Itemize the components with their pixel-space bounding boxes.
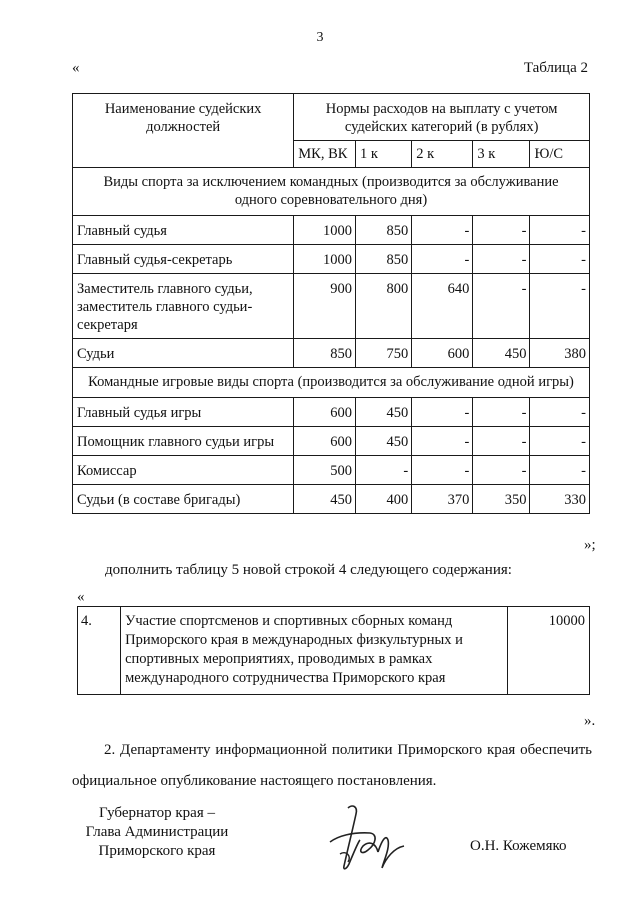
table-row xyxy=(73,456,590,485)
position-name: Главный судья игры xyxy=(73,398,294,427)
page-number: 3 xyxy=(316,30,324,45)
header-norms: Нормы расходов на выплату с учетом судейских категорий (в рублях) xyxy=(294,94,590,141)
rate-value: 450 xyxy=(473,339,530,368)
open-quote: « xyxy=(72,60,80,76)
rate-value: 750 xyxy=(355,339,411,368)
rate-value: 600 xyxy=(294,398,356,427)
rate-value: 900 xyxy=(294,274,356,339)
rate-value: 450 xyxy=(355,427,411,456)
rate-value: - xyxy=(412,245,473,274)
category-header: 3 к xyxy=(473,141,530,168)
rate-value: 370 xyxy=(412,485,473,514)
table-row xyxy=(73,485,590,514)
rate-value: - xyxy=(473,274,530,339)
rate-value: - xyxy=(473,216,530,245)
referee-rates-table xyxy=(72,93,590,514)
rate-value: - xyxy=(530,456,590,485)
table-caption: Таблица 2 xyxy=(523,60,588,76)
category-header: 2 к xyxy=(412,141,473,168)
table-row xyxy=(73,339,590,368)
close-quote: »; xyxy=(584,537,596,553)
rate-value: - xyxy=(412,398,473,427)
paragraph-add-row: дополнить таблицу 5 новой строкой 4 следующего содержания: xyxy=(105,562,512,578)
rate-value: - xyxy=(530,427,590,456)
table-row xyxy=(73,427,590,456)
category-header: Ю/С xyxy=(530,141,590,168)
rate-value: 400 xyxy=(355,485,411,514)
rate-value: - xyxy=(412,456,473,485)
header-position-name: Наименование судейских должностей xyxy=(73,94,294,168)
signatory-name: О.Н. Кожемяко xyxy=(470,838,567,854)
rate-value: - xyxy=(473,427,530,456)
rate-value: - xyxy=(412,216,473,245)
signatory-title xyxy=(82,804,232,861)
position-name: Комиссар xyxy=(73,456,294,485)
rate-value: 330 xyxy=(530,485,590,514)
signatory-title-line: Приморского края xyxy=(98,843,216,859)
rate-value: 500 xyxy=(294,456,356,485)
rate-value: - xyxy=(355,456,411,485)
table5-new-row xyxy=(77,606,590,695)
rate-value: 1000 xyxy=(294,216,356,245)
table-row xyxy=(73,398,590,427)
rate-value: - xyxy=(530,216,590,245)
rate-value: 600 xyxy=(294,427,356,456)
rate-value: 450 xyxy=(294,485,356,514)
table-row xyxy=(78,607,590,695)
rate-value: - xyxy=(530,398,590,427)
position-name: Помощник главного судьи игры xyxy=(73,427,294,456)
row-amount: 10000 xyxy=(508,607,590,695)
handwritten-signature xyxy=(318,800,413,880)
rate-value: 640 xyxy=(412,274,473,339)
open-quote: « xyxy=(77,589,85,605)
position-name: Главный судья xyxy=(73,216,294,245)
rate-value: 800 xyxy=(355,274,411,339)
row-number: 4. xyxy=(78,607,121,695)
close-quote: ». xyxy=(584,713,596,729)
position-name: Заместитель главного судьи, заместитель главного судьи-секретаря xyxy=(73,274,294,339)
position-name: Судьи xyxy=(73,339,294,368)
section-title: Виды спорта за исключением командных (производится за обслуживание одного соревновательного дня) xyxy=(73,168,590,216)
rate-value: 380 xyxy=(530,339,590,368)
paragraph-2: 2. Департаменту информационной политики Приморского края обеспечить официальное опубликование настоящего постановления. xyxy=(72,742,592,789)
rate-value: 850 xyxy=(294,339,356,368)
rate-value: 1000 xyxy=(294,245,356,274)
rate-value: 350 xyxy=(473,485,530,514)
rate-value: 850 xyxy=(355,216,411,245)
rate-value: 850 xyxy=(355,245,411,274)
rate-value: - xyxy=(412,427,473,456)
signatory-title-line: Глава Администрации xyxy=(85,824,229,840)
category-header: МК, ВК xyxy=(294,141,356,168)
rate-value: 450 xyxy=(355,398,411,427)
section-row xyxy=(73,368,590,398)
position-name: Судьи (в составе бригады) xyxy=(73,485,294,514)
table-row xyxy=(73,216,590,245)
category-header: 1 к xyxy=(355,141,411,168)
signatory-title-line: Губернатор края – xyxy=(99,805,215,821)
row-description: Участие спортсменов и спортивных сборных команд Приморского края в международных физкультурных и спортивных мероприятиях, проводимых в рамках международного сотрудничества Приморского края xyxy=(121,607,508,695)
table-row xyxy=(73,245,590,274)
table-header-row xyxy=(73,94,590,141)
rate-value: - xyxy=(473,456,530,485)
rate-value: - xyxy=(473,398,530,427)
rate-value: - xyxy=(530,245,590,274)
table-row xyxy=(73,274,590,339)
rate-value: 600 xyxy=(412,339,473,368)
rate-value: - xyxy=(473,245,530,274)
section-row xyxy=(73,168,590,216)
position-name: Главный судья-секретарь xyxy=(73,245,294,274)
section-title: Командные игровые виды спорта (производится за обслуживание одной игры) xyxy=(73,368,590,398)
rate-value: - xyxy=(530,274,590,339)
